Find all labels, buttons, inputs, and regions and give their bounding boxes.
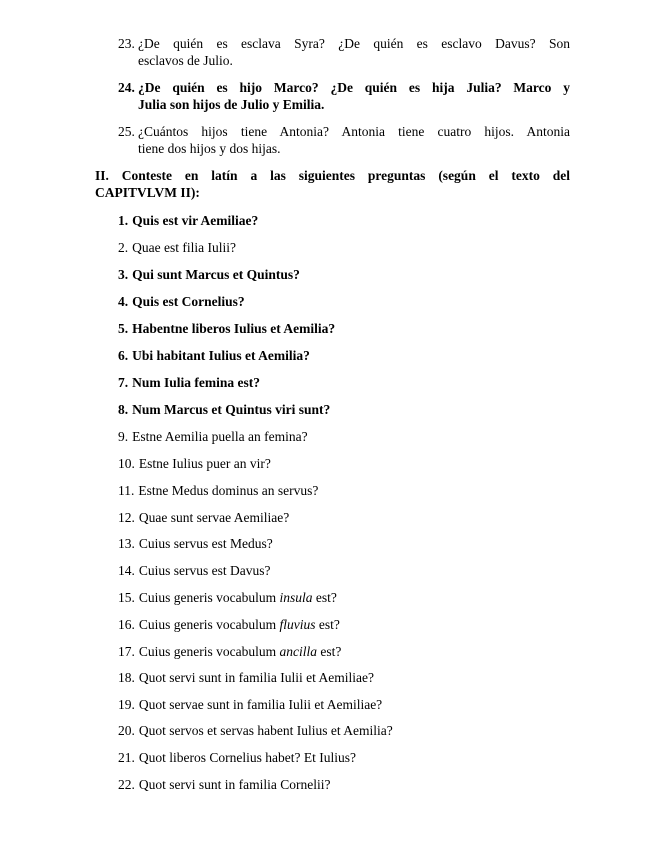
- question-text: Num Iulia femina est?: [132, 375, 260, 390]
- latin-question-1: [118, 212, 258, 229]
- question-text-before: Cuius generis vocabulum: [138, 617, 280, 632]
- question-text: Cuius servus est Medus?: [138, 536, 273, 551]
- spanish-question-24: [118, 79, 570, 113]
- latin-question-20: [118, 722, 393, 739]
- question-text: Quae sunt servae Aemiliae?: [138, 510, 290, 525]
- question-number: 4.: [118, 294, 129, 309]
- question-number: 11.: [118, 483, 135, 498]
- question-text: Qui sunt Marcus et Quintus?: [132, 267, 300, 282]
- question-text: Quot servae sunt in familia Iulii et Aemiliae?: [138, 697, 383, 712]
- question-number: 3.: [118, 267, 129, 282]
- latin-question-22: [118, 776, 330, 793]
- question-number: 7.: [118, 375, 129, 390]
- question-number: 21.: [118, 750, 135, 765]
- question-text: Quot servos et servas habent Iulius et Aemilia?: [138, 723, 393, 738]
- italic-vocabulary-word: ancilla: [279, 644, 317, 659]
- spanish-question-25-line2: tiene dos hijos y dos hijas.: [138, 141, 281, 156]
- question-number: 22.: [118, 777, 135, 792]
- question-number: 8.: [118, 402, 129, 417]
- question-text: ¿De quién es hijo Marco? ¿De quién es hija Julia? Marco y: [138, 80, 570, 95]
- question-text: Habentne liberos Iulius et Aemilia?: [132, 321, 336, 336]
- question-number: 5.: [118, 321, 129, 336]
- latin-question-8: [118, 401, 330, 418]
- question-text-after: est?: [316, 644, 342, 659]
- italic-vocabulary-word: fluvius: [279, 617, 316, 632]
- latin-question-13: [118, 535, 273, 552]
- question-number: 17.: [118, 644, 135, 659]
- section-heading-line2: CAPITVLVM II):: [95, 185, 200, 200]
- question-number: 25.: [118, 124, 135, 139]
- question-text: Estne Medus dominus an servus?: [138, 483, 319, 498]
- spanish-question-24-line2: Julia son hijos de Julio y Emilia.: [138, 97, 325, 112]
- question-text-before: Cuius generis vocabulum: [138, 590, 280, 605]
- latin-question-10: [118, 455, 271, 472]
- question-text: Quae est filia Iulii?: [132, 240, 236, 255]
- section-heading: [95, 167, 570, 201]
- latin-question-11: [118, 482, 318, 499]
- question-text-after: est?: [312, 590, 337, 605]
- question-number: 10.: [118, 456, 135, 471]
- question-number: 19.: [118, 697, 135, 712]
- latin-question-15: [118, 589, 337, 606]
- latin-question-9: [118, 428, 308, 445]
- question-number: 6.: [118, 348, 129, 363]
- question-number: 1.: [118, 213, 129, 228]
- latin-question-21: [118, 749, 356, 766]
- question-text: ¿Cuántos hijos tiene Antonia? Antonia tiene cuatro hijos. Antonia: [138, 124, 570, 139]
- latin-question-19: [118, 696, 382, 713]
- question-text-after: est?: [315, 617, 340, 632]
- latin-question-12: [118, 509, 289, 526]
- question-text: Quot servi sunt in familia Cornelii?: [138, 777, 331, 792]
- latin-question-4: [118, 293, 245, 310]
- latin-question-14: [118, 562, 271, 579]
- question-number: 14.: [118, 563, 135, 578]
- question-text: Quis est vir Aemiliae?: [132, 213, 259, 228]
- question-number: 15.: [118, 590, 135, 605]
- spanish-question-23-line1: [118, 35, 570, 52]
- latin-question-7: [118, 374, 260, 391]
- question-number: 9.: [118, 429, 129, 444]
- question-number: 23.: [118, 36, 135, 51]
- question-number: 13.: [118, 536, 135, 551]
- question-text: Quot liberos Cornelius habet? Et Iulius?: [138, 750, 356, 765]
- question-text: ¿De quién es esclava Syra? ¿De quién es esclavo Davus? Son: [138, 36, 570, 51]
- question-text: Estne Iulius puer an vir?: [138, 456, 271, 471]
- spanish-question-24-line1: [118, 79, 570, 96]
- question-text: Estne Aemilia puella an femina?: [132, 429, 308, 444]
- question-text-before: Cuius generis vocabulum: [138, 644, 280, 659]
- latin-question-5: [118, 320, 335, 337]
- spanish-question-25: [118, 123, 570, 157]
- question-text: Quot servi sunt in familia Iulii et Aemiliae?: [138, 670, 374, 685]
- question-number: 20.: [118, 723, 135, 738]
- question-number: 16.: [118, 617, 135, 632]
- section-heading-line1: II. Conteste en latín a las siguientes preguntas (según el texto del: [95, 168, 570, 183]
- question-text: Ubi habitant Iulius et Aemilia?: [132, 348, 310, 363]
- latin-question-6: [118, 347, 310, 364]
- question-number: 12.: [118, 510, 135, 525]
- spanish-question-25-line1: [118, 123, 570, 140]
- latin-question-17: [118, 643, 341, 660]
- latin-question-18: [118, 669, 374, 686]
- italic-vocabulary-word: insula: [279, 590, 313, 605]
- spanish-question-23-line2: esclavos de Julio.: [138, 53, 233, 68]
- question-text: Quis est Cornelius?: [132, 294, 245, 309]
- question-number: 2.: [118, 240, 129, 255]
- question-text: Num Marcus et Quintus viri sunt?: [132, 402, 331, 417]
- spanish-question-23: [118, 35, 570, 69]
- question-number: 18.: [118, 670, 135, 685]
- question-text: Cuius servus est Davus?: [138, 563, 271, 578]
- latin-question-16: [118, 616, 340, 633]
- question-number: 24.: [118, 80, 135, 95]
- latin-question-3: [118, 266, 300, 283]
- latin-question-2: [118, 239, 236, 256]
